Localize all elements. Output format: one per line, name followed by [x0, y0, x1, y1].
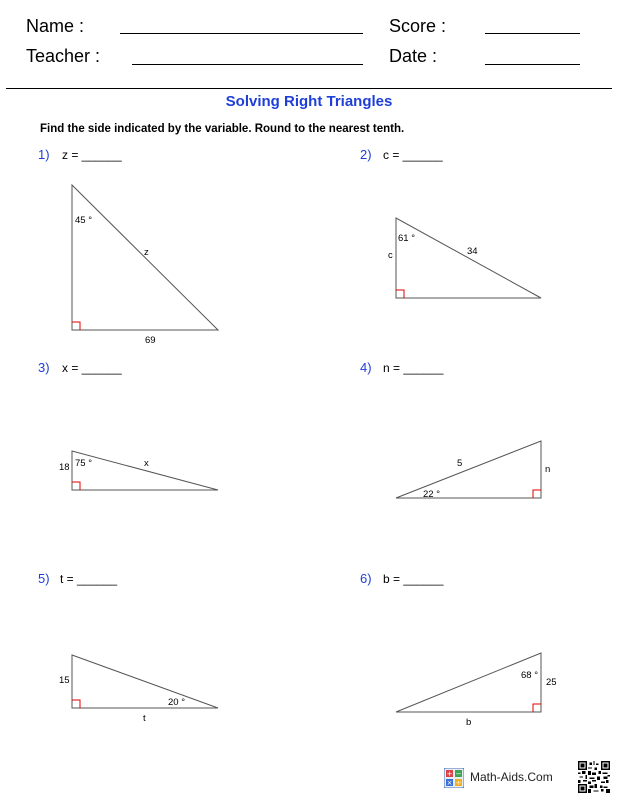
- triangle-5-angle-label: 20 °: [168, 697, 186, 708]
- problem-5-number: 5): [38, 571, 50, 586]
- problem-3-prompt: x = ______: [62, 361, 122, 375]
- problem-2-prompt: c = ______: [383, 148, 443, 162]
- name-label: Name :: [26, 16, 85, 36]
- triangle-2-hypotenuse-label: 34: [467, 246, 478, 257]
- problem-4-number: 4): [360, 360, 372, 375]
- problem-1-prompt: z = ______: [62, 148, 122, 162]
- triangle-2-side-label: c: [388, 250, 393, 261]
- triangle-3: [59, 451, 218, 490]
- worksheet-title: Solving Right Triangles: [225, 93, 393, 110]
- triangle-3-side-label: 18: [59, 462, 70, 473]
- triangle-4-hypotenuse-label: 5: [457, 458, 463, 469]
- triangle-5: [59, 655, 218, 724]
- triangle-6-shape: [396, 653, 541, 712]
- triangle-1-angle-label: 45 °: [75, 215, 93, 226]
- triangle-5-right-angle-mark: [72, 700, 80, 708]
- date-label: Date :: [389, 46, 438, 66]
- triangle-3-angle-label: 75 °: [75, 458, 93, 469]
- triangle-1: [72, 185, 218, 346]
- problem-2-number: 2): [360, 147, 372, 162]
- triangle-5-side-b-label: t: [143, 713, 146, 724]
- problem-4-prompt: n = ______: [383, 361, 444, 375]
- triangle-4-right-angle-mark: [533, 490, 541, 498]
- problem-1-number: 1): [38, 147, 50, 162]
- svg-text:+: +: [446, 770, 453, 778]
- triangle-6-side-a-label: 25: [546, 677, 557, 688]
- brand-name: Math-Aids.Com: [470, 770, 553, 784]
- triangle-4-side-label: n: [545, 464, 551, 475]
- triangle-6-right-angle-mark: [533, 704, 541, 712]
- triangle-6: [396, 653, 557, 728]
- qr-code-icon: [578, 761, 610, 793]
- triangle-6-side-b-label: b: [466, 717, 472, 728]
- instructions: Find the side indicated by the variable. Round to the nearest tenth.: [40, 123, 405, 135]
- calculator-icon: [444, 768, 464, 788]
- svg-text:−: −: [455, 770, 462, 778]
- svg-text:×: ×: [446, 779, 453, 787]
- triangle-2-right-angle-mark: [396, 290, 404, 298]
- triangle-1-right-angle-mark: [72, 322, 80, 330]
- triangle-3-shape: [72, 451, 218, 490]
- triangle-4-shape: [396, 441, 541, 498]
- triangle-4: [396, 441, 550, 500]
- triangle-5-shape: [72, 655, 218, 708]
- triangle-4-angle-label: 22 °: [423, 489, 441, 500]
- teacher-label: Teacher :: [26, 46, 101, 66]
- triangle-1-base-label: 69: [145, 335, 156, 346]
- svg-text:÷: ÷: [455, 779, 462, 787]
- triangle-5-side-a-label: 15: [59, 675, 70, 686]
- problem-6-number: 6): [360, 571, 372, 586]
- problem-5-prompt: t = ______: [60, 572, 118, 586]
- triangle-2: [388, 218, 541, 298]
- triangle-1-hypotenuse-label: z: [144, 247, 149, 258]
- triangle-2-shape: [396, 218, 541, 298]
- problem-3-number: 3): [38, 360, 50, 375]
- triangle-2-angle-label: 61 °: [398, 233, 416, 244]
- score-label: Score :: [389, 16, 447, 36]
- triangle-3-right-angle-mark: [72, 482, 80, 490]
- triangle-3-hypotenuse-label: x: [144, 458, 149, 469]
- problem-6-prompt: b = ______: [383, 572, 444, 586]
- triangle-6-angle-label: 68 °: [521, 670, 539, 681]
